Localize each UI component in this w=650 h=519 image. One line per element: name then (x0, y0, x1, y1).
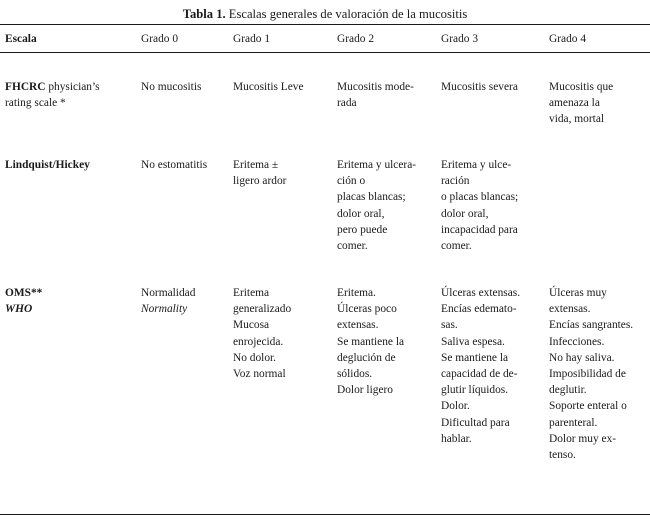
row-fhcrc-scale (5, 79, 100, 111)
cell-line: Eritema y ulcera- (337, 159, 417, 171)
cell-line: o placas blancas; (441, 191, 519, 204)
cell-line: Dolor. (441, 400, 470, 413)
cell-line: Mucositis severa (441, 81, 518, 93)
row-oms-scale (5, 285, 42, 317)
cell-line: dolor oral, (337, 207, 385, 220)
cell-line: Úlceras muy (549, 287, 607, 299)
cell-line: No estomatitis (141, 159, 208, 171)
row-fhcrc-grado-4 (549, 79, 613, 128)
row-oms-grado-0-italic: Normality (141, 303, 188, 316)
row-lindquist-grado-0 (141, 157, 207, 173)
cell-line: Mucositis Leve (233, 81, 304, 93)
cell-line: pero puede (337, 223, 388, 236)
row-oms-scale-line1: OMS** (5, 287, 43, 299)
cell-line: vida, mortal (549, 113, 605, 126)
cell-line: generalizado (233, 303, 292, 316)
cell-line: deglutir. (549, 384, 587, 397)
header-grado-0: Grado 0 (141, 33, 179, 45)
table-bottom-rule (0, 514, 650, 515)
header-grado-4: Grado 4 (549, 33, 587, 45)
cell-line: enrojecida. (233, 335, 284, 348)
cell-line: comer. (337, 240, 368, 253)
cell-line: No mucositis (141, 81, 202, 93)
cell-line: Dolor ligero (337, 384, 393, 397)
cell-line: Eritema y ulce- (441, 159, 512, 171)
cell-line: Eritema ± (233, 159, 279, 171)
cell-line: capacidad de de- (441, 368, 518, 381)
cell-line: glutir líquidos. (441, 384, 509, 397)
row-lindquist-grado-3 (441, 157, 518, 254)
cell-line: amenaza la (549, 97, 600, 110)
header-escala: Escala (5, 33, 37, 45)
row-oms-grado-4 (549, 285, 633, 463)
cell-line: Soporte enteral o (549, 400, 627, 413)
cell-line: extensas. (549, 303, 591, 316)
cell-line: parenteral. (549, 416, 598, 429)
cell-line: Se mantiene la (337, 335, 405, 348)
row-oms-grado-1 (233, 285, 291, 382)
row-lindquist-scale: Lindquist/Hickey (5, 159, 90, 171)
header-grado-3: Grado 3 (441, 33, 479, 45)
cell-line: Dolor muy ex- (549, 432, 617, 445)
row-oms-grado-0-text (141, 285, 195, 301)
row-lindquist-grado-2 (337, 157, 416, 254)
cell-line: tenso. (549, 449, 576, 462)
cell-line: ración (441, 175, 470, 188)
row-fhcrc-scale-rest: physician’s (45, 81, 100, 93)
table-caption-text: Escalas generales de valoración de la mucositis (225, 7, 468, 21)
cell-line: Se mantiene la (441, 351, 509, 364)
cell-line: ligero ardor (233, 175, 287, 188)
cell-line: ción o (337, 175, 366, 188)
cell-line: Eritema (233, 287, 270, 299)
header-grado-2: Grado 2 (337, 33, 375, 45)
cell-line: dolor oral, (441, 207, 489, 220)
table-caption (0, 7, 650, 22)
cell-line: incapacidad para (441, 223, 518, 236)
table-top-rule (0, 24, 650, 25)
row-oms-grado-3 (441, 285, 520, 447)
row-fhcrc-grado-3 (441, 79, 518, 95)
cell-line: comer. (441, 240, 472, 253)
cell-line: hablar. (441, 432, 472, 445)
header-grado-1: Grado 1 (233, 33, 271, 45)
cell-line: Imposibilidad de (549, 368, 626, 381)
row-oms-grado-2 (337, 285, 404, 398)
cell-line: rada (337, 97, 357, 110)
row-oms-grado-0 (141, 285, 195, 317)
cell-line: sas. (441, 319, 458, 332)
row-oms-scale-line2: WHO (5, 303, 33, 316)
row-lindquist-grado-1 (233, 157, 286, 189)
table-caption-label: Tabla 1. (182, 7, 226, 21)
cell-line: deglución de (337, 351, 396, 364)
row-fhcrc-grado-2 (337, 79, 414, 111)
cell-line: Infecciones. (549, 335, 605, 348)
row-fhcrc-grado-0 (141, 79, 201, 95)
cell-line: Mucosa (233, 319, 270, 332)
cell-line: Encías edemato- (441, 303, 517, 316)
table-header-rule (0, 52, 650, 53)
cell-line: Normalidad (141, 287, 196, 299)
cell-line: Voz normal (233, 368, 286, 381)
row-fhcrc-scale-bold: FHCRC (5, 81, 46, 93)
cell-line: sólidos. (337, 368, 373, 381)
cell-line: placas blancas; (337, 191, 406, 204)
cell-line: Dificultad para (441, 416, 510, 429)
row-fhcrc-scale-line2: rating scale * (5, 97, 66, 110)
cell-line: No dolor. (233, 351, 277, 364)
cell-line: Saliva espesa. (441, 335, 505, 348)
cell-line: Encías sangrantes. (549, 319, 634, 332)
cell-line: Úlceras extensas. (441, 287, 521, 299)
row-fhcrc-grado-1 (233, 79, 304, 95)
cell-line: Mucositis que (549, 81, 614, 93)
cell-line: Mucositis mode- (337, 81, 414, 93)
cell-line: extensas. (337, 319, 379, 332)
cell-line: Úlceras poco (337, 303, 397, 316)
cell-line: No hay saliva. (549, 351, 615, 364)
cell-line: Eritema. (337, 287, 376, 299)
